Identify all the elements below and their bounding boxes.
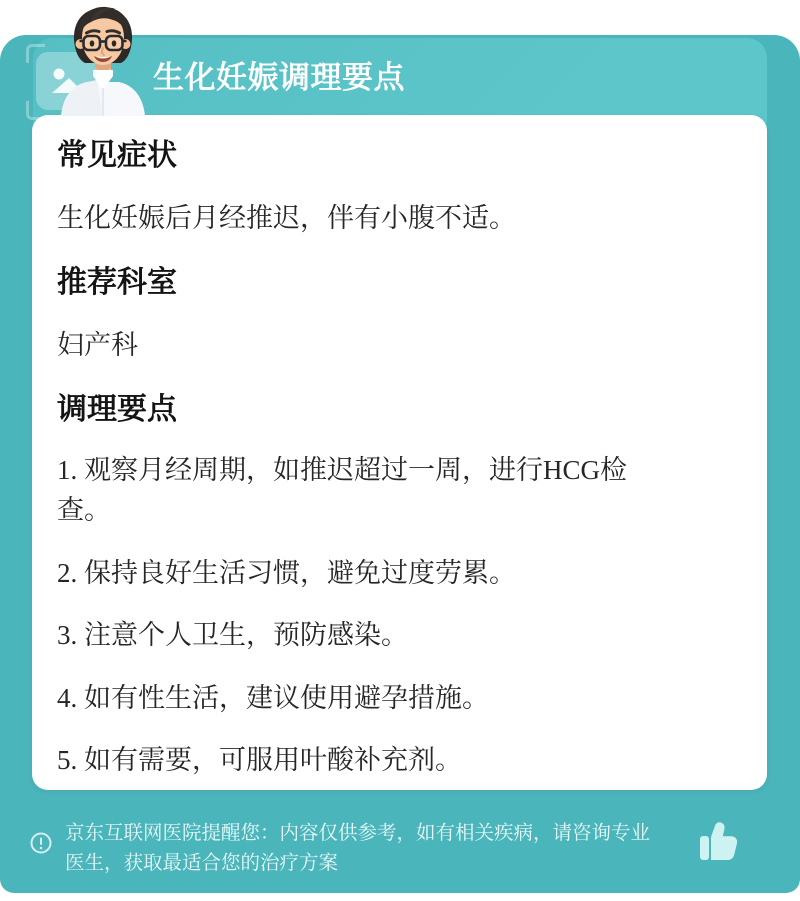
disclaimer-line-2: 医生，获取最适合您的治疗方案 [65,852,339,874]
doctor-avatar-illustration [52,4,154,116]
care-point-item-1-cont: 查。 [57,495,111,525]
care-point-item-5: 5. 如有需要，可服用叶酸补充剂。 [57,745,462,775]
doctor-avatar [52,4,154,116]
care-point-item-4: 4. 如有性生活，建议使用避孕措施。 [57,682,489,713]
care-point-item-1: 1. 观察月经周期，如推迟超过一周，进行HCG检 [57,454,628,485]
disclaimer-footer [30,818,770,878]
section-heading-department: 推荐科室 [57,266,177,299]
section-heading-symptoms: 常见症状 [57,139,177,172]
care-point-item-3: 3. 注意个人卫生，预防感染。 [57,620,408,650]
department-paragraph: 妇产科 [57,329,138,360]
thumbs-up-icon[interactable] [696,820,742,864]
section-heading-care-points: 调理要点 [57,393,177,426]
page-title: 生化妊娠调理要点 [153,60,405,95]
symptoms-paragraph: 生化妊娠后月经推迟，伴有小腹不适。 [57,202,516,233]
care-point-item-2: 2. 保持良好生活习惯，避免过度劳累。 [57,557,516,588]
disclaimer-line-1: 京东互联网医院提醒您：内容仅供参考，如有相关疾病，请咨询专业 [65,822,651,844]
content-card [32,115,767,790]
alert-circle-icon [30,832,52,854]
disclaimer-text [65,818,713,878]
